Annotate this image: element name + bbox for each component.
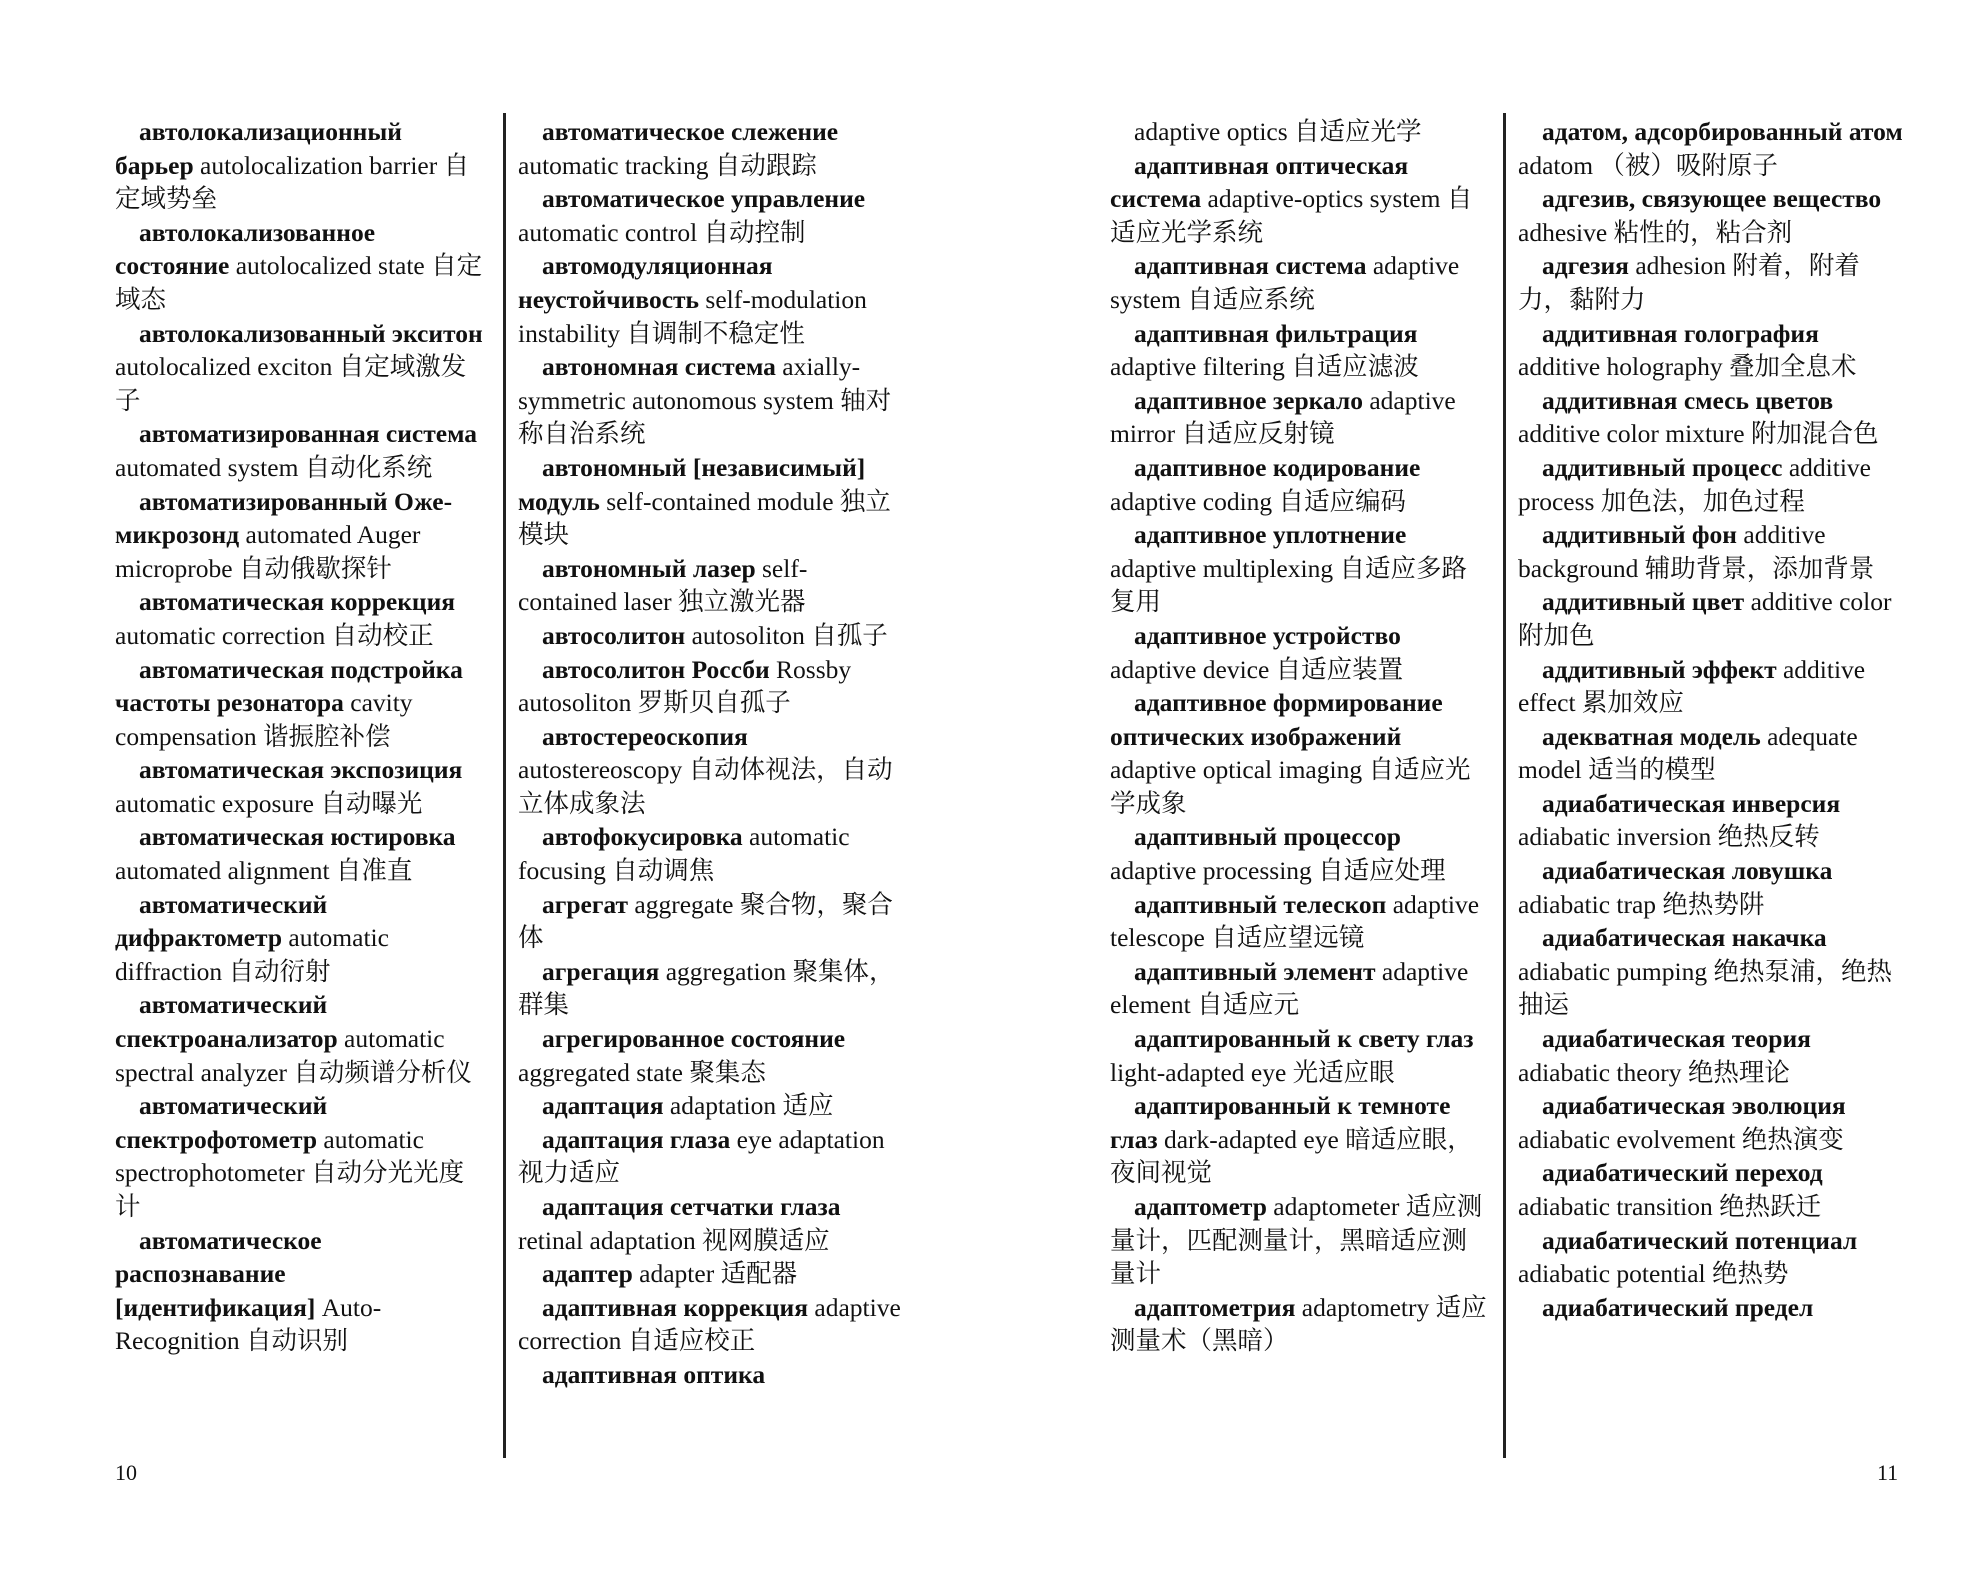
dictionary-entry [518, 653, 903, 720]
dictionary-entry [518, 451, 903, 552]
dictionary-entry [1110, 1291, 1490, 1358]
entry-translation: automatic focusing 自动调焦 [518, 822, 850, 886]
dictionary-entry [1110, 820, 1490, 887]
entry-translation: adaptive-optics system 自适应光学系统 [1110, 184, 1473, 247]
entry-term: автоматический спектрофотометр [115, 1091, 328, 1154]
entry-term: аддитивный фон [1542, 520, 1737, 550]
entry-term: аддитивный эффект [1542, 654, 1777, 684]
entry-translation: self-contained laser 独立激光器 [518, 553, 808, 617]
entry-translation: adhesion 附着，附着力，黏附力 [1518, 251, 1860, 314]
dictionary-entry [115, 1089, 485, 1223]
entry-translation: additive holography 叠加全息术 [1518, 352, 1857, 382]
dictionary-entry [1518, 451, 1903, 518]
dictionary-entry [1518, 921, 1903, 1022]
entry-translation: Rossby autosoliton 罗斯贝自孤子 [518, 654, 852, 718]
dictionary-entry [115, 753, 485, 820]
entry-translation: retinal adaptation 视网膜适应 [518, 1225, 830, 1255]
dictionary-entry [518, 619, 903, 653]
column-3 [1110, 115, 1490, 1358]
entry-term: адатом, адсорбированный атом [1542, 117, 1903, 146]
entry-term: автолокализованное состояние [115, 217, 376, 281]
entry-translation: Auto-Recognition 自动识别 [115, 1292, 382, 1356]
entry-translation: adequate model 适当的模型 [1518, 721, 1858, 785]
entry-term: адаптация сетчатки глаза [542, 1192, 841, 1221]
entry-term: автоматизированная система [139, 419, 478, 449]
entry-term: агрегированное состояние [542, 1024, 846, 1054]
entry-term: автосолитон Россби [542, 654, 770, 684]
dictionary-entry [115, 485, 485, 586]
page-number-right: 11 [1877, 1460, 1899, 1485]
dictionary-entry [1518, 854, 1903, 921]
entry-term: адаптивное устройство [1134, 620, 1401, 650]
entry-term: адаптивная система [1134, 251, 1367, 281]
entry-term: адаптивный телескоп [1134, 889, 1387, 919]
dictionary-entry [1518, 720, 1903, 787]
entry-term: автосолитон [542, 620, 686, 650]
entry-term: адаптивный процессор [1134, 822, 1401, 852]
entry-term: аддитивный цвет [1542, 587, 1745, 617]
dictionary-entry [115, 317, 485, 418]
entry-translation: autolocalization barrier 自定域势垒 [115, 150, 470, 214]
dictionary-entry [1518, 1224, 1903, 1291]
entry-term: адиабатическая ловушка [1542, 856, 1833, 886]
entry-term: адаптометрия [1134, 1292, 1296, 1322]
dictionary-entry [518, 1022, 903, 1089]
entry-term: адаптированный к темноте глаз [1110, 1091, 1451, 1154]
entry-term: адаптивное кодирование [1134, 452, 1421, 482]
dictionary-entry [1110, 518, 1490, 619]
dictionary-entry [1518, 115, 1903, 182]
entry-term: адекватная модель [1542, 721, 1761, 751]
entry-translation: adaptometry 适应测量术（黑暗） [1110, 1292, 1487, 1356]
entry-translation: eye adaptation 视力适应 [518, 1124, 885, 1188]
entry-term: аддитивный процесс [1542, 452, 1783, 482]
entry-translation: adaptive processing 自适应处理 [1110, 856, 1446, 886]
dictionary-entry [518, 182, 903, 249]
entry-translation: adaptive device 自适应装置 [1110, 654, 1404, 684]
entry-term: адаптометр [1134, 1192, 1267, 1221]
entry-term: адаптивный элемент [1134, 956, 1376, 986]
entry-term: автоматический спектроанализатор [115, 990, 338, 1054]
entry-translation: autostereoscopy 自动体视法，自动立体成象法 [518, 755, 893, 818]
entry-term: автомодуляционная неустойчивость [518, 251, 773, 314]
entry-translation: adiabatic evolvement 绝热演变 [1518, 1124, 1844, 1154]
entry-term: аддитивная голография [1542, 318, 1819, 348]
entry-term: автономный лазер [542, 553, 756, 583]
entry-term: адгезив, связующее вещество [1542, 184, 1882, 214]
dictionary-entry [518, 1190, 903, 1257]
entry-term: адиабатическая инверсия [1542, 788, 1841, 818]
entry-translation: self-modulation instability 自调制不稳定性 [518, 284, 867, 348]
entry-translation: adiabatic inversion 绝热反转 [1518, 822, 1820, 852]
dictionary-entry [1518, 317, 1903, 384]
dictionary-entry [1110, 249, 1490, 316]
entry-translation: adaptation 适应 [663, 1091, 834, 1121]
entry-translation: adaptometer 适应测量计，匹配测量计，黑暗适应测量计 [1110, 1192, 1483, 1289]
entry-term: адиабатическая эволюция [1542, 1091, 1846, 1121]
entry-term: агрегация [542, 956, 660, 986]
dictionary-entry [1518, 182, 1903, 249]
dictionary-entry [518, 955, 903, 1022]
entry-translation: adaptive filtering 自适应滤波 [1110, 352, 1419, 382]
entry-term: адиабатическая теория [1542, 1024, 1811, 1054]
dictionary-entry [518, 820, 903, 887]
entry-translation: adiabatic theory 绝热理论 [1518, 1057, 1790, 1087]
dictionary-entry [115, 888, 485, 989]
entry-translation: adaptive element 自适应元 [1110, 956, 1469, 1020]
dictionary-entry [115, 115, 485, 216]
entry-term: аддитивная смесь цветов [1542, 385, 1834, 415]
entry-term: автоматическая подстройка частоты резонатора [115, 654, 463, 718]
entry-term: адаптивное зеркало [1134, 385, 1363, 415]
dictionary-entry [115, 988, 485, 1089]
entry-term: адаптивная оптическая система [1110, 150, 1409, 214]
entry-translation: automated system 自动化系统 [115, 452, 433, 482]
entry-translation: light-adapted eye 光适应眼 [1110, 1057, 1395, 1087]
entry-term: автолокализационный барьер [115, 117, 402, 180]
entry-translation: automatic control 自动控制 [518, 217, 806, 247]
entry-translation: cavity compensation 谐振腔补偿 [115, 688, 413, 751]
entry-term: адаптивное формирование оптических изображений [1110, 688, 1443, 751]
column-divider-left [503, 113, 506, 1458]
dictionary-entry [1110, 619, 1490, 686]
entry-term: адиабатический переход [1542, 1158, 1823, 1188]
entry-translation: automated Auger microprobe 自动俄歇探针 [115, 520, 421, 583]
entry-translation: adiabatic potential 绝热势 [1518, 1259, 1789, 1289]
dictionary-entry [518, 552, 903, 619]
dictionary-entry [1110, 1190, 1490, 1291]
dictionary-entry [518, 1089, 903, 1123]
dictionary-entry [115, 1224, 485, 1358]
dictionary-entry [518, 249, 903, 350]
entry-translation: self-contained module 独立模块 [518, 486, 891, 550]
dictionary-entry [1518, 653, 1903, 720]
dictionary-entry [518, 888, 903, 955]
entry-translation: adiabatic transition 绝热跃迁 [1518, 1192, 1822, 1221]
entry-term: автостереоскопия [542, 721, 748, 751]
entry-term: адгезия [1542, 251, 1629, 281]
entry-term: автофокусировка [542, 822, 743, 852]
entry-translation: additive color 附加色 [1518, 587, 1892, 650]
dictionary-entry [518, 1257, 903, 1291]
entry-term: автоматическая коррекция [139, 587, 456, 617]
entry-term: автоматическое управление [542, 184, 866, 214]
entry-translation: automatic correction 自动校正 [115, 620, 434, 650]
entry-translation: autolocalized state 自定域态 [115, 251, 483, 314]
entry-term: автономная система [542, 352, 776, 382]
entry-term: автоматический дифрактометр [115, 889, 328, 953]
dictionary-entry [1518, 384, 1903, 451]
entry-term: автономный [независимый] модуль [518, 452, 866, 516]
column-divider-right [1503, 113, 1506, 1458]
column-1 [115, 115, 485, 1358]
entry-term: адаптивная фильтрация [1134, 318, 1418, 348]
dictionary-entry [115, 653, 485, 754]
dictionary-entry [115, 820, 485, 887]
dictionary-entry [518, 720, 903, 821]
entry-term: автоматическая юстировка [139, 822, 456, 852]
dictionary-entry [1110, 451, 1490, 518]
entry-term: адаптация [542, 1091, 664, 1121]
dictionary-entry [1110, 317, 1490, 384]
entry-term: адиабатический потенциал [1542, 1225, 1858, 1255]
entry-term: адаптивное уплотнение [1134, 520, 1407, 550]
dictionary-entry [518, 115, 903, 182]
entry-term: автоматическое распознавание [идентификация] [115, 1225, 322, 1322]
entry-translation: automatic spectral analyzer 自动频谱分析仪 [115, 1024, 472, 1087]
dictionary-entry [115, 216, 485, 317]
dictionary-entry [518, 1358, 903, 1392]
dictionary-entry [1110, 1022, 1490, 1089]
entry-term: автоматическая экспозиция [139, 755, 463, 785]
entry-translation: additive effect 累加效应 [1518, 654, 1866, 718]
dictionary-entry [518, 350, 903, 451]
entry-translation: adaptive system 自适应系统 [1110, 251, 1460, 314]
dictionary-entry [1110, 149, 1490, 250]
entry-translation: adaptive optical imaging 自适应光学成象 [1110, 755, 1471, 818]
entry-translation: adaptive coding 自适应编码 [1110, 486, 1407, 516]
dictionary-entry [1110, 888, 1490, 955]
dictionary-entry [115, 585, 485, 652]
entry-translation: additive process 加色法，加色过程 [1518, 452, 1871, 516]
entry-term: адаптированный к свету глаз [1134, 1024, 1474, 1054]
entry-translation: automatic exposure 自动曝光 [115, 788, 423, 818]
dictionary-entry [1110, 384, 1490, 451]
dictionary-entry [1110, 1089, 1490, 1190]
dictionary-entry [1110, 955, 1490, 1022]
entry-translation: axially-symmetric autonomous system 轴对称自治系统 [518, 352, 892, 449]
dictionary-entry [1518, 518, 1903, 585]
entry-translation: adaptive correction 自适应校正 [518, 1292, 901, 1356]
entry-translation: adaptive optics 自适应光学 [1134, 117, 1422, 146]
entry-translation: automatic spectrophotometer 自动分光光度计 [115, 1124, 465, 1221]
entry-translation: adaptive telescope 自适应望远镜 [1110, 889, 1480, 953]
dictionary-entry [1518, 787, 1903, 854]
entry-term: агрегат [542, 889, 629, 919]
entry-translation: autosoliton 自孤子 [685, 620, 888, 650]
entry-term: автолокализованный экситон [139, 318, 483, 348]
entry-translation: dark-adapted eye 暗适应眼，夜间视觉 [1110, 1124, 1473, 1188]
entry-term: автоматическое слежение [542, 117, 839, 146]
dictionary-entry [1110, 115, 1490, 149]
dictionary-entry [518, 1123, 903, 1190]
entry-translation: automatic diffraction 自动衍射 [115, 923, 389, 986]
entry-translation: adiabatic pumping 绝热泵浦，绝热抽运 [1518, 956, 1892, 1020]
entry-translation: automated alignment 自准直 [115, 856, 413, 886]
entry-translation: adapter 适配器 [632, 1259, 798, 1289]
dictionary-entry [1518, 1022, 1903, 1089]
dictionary-entry [1110, 686, 1490, 820]
entry-term: адиабатический предел [1542, 1292, 1814, 1322]
entry-translation: adhesive 粘性的，粘合剂 [1518, 217, 1793, 247]
entry-translation: aggregate 聚合物，聚合体 [518, 889, 893, 953]
entry-term: адиабатическая накачка [1542, 923, 1827, 953]
entry-translation: aggregated state 聚集态 [518, 1057, 766, 1087]
entry-term: адаптивная коррекция [542, 1292, 809, 1322]
entry-translation: aggregation 聚集体，群集 [518, 956, 895, 1020]
dictionary-entry [1518, 249, 1903, 316]
entry-translation: adaptive mirror 自适应反射镜 [1110, 385, 1456, 449]
entry-translation: adatom （被）吸附原子 [1518, 150, 1778, 180]
entry-translation: autolocalized exciton 自定域激发子 [115, 352, 467, 415]
column-4 [1518, 115, 1903, 1324]
entry-term: автоматизированный Оже-микрозонд [115, 486, 453, 550]
dictionary-entry [115, 417, 485, 484]
dictionary-entry [1518, 1291, 1903, 1325]
entry-term: адаптация глаза [542, 1124, 731, 1154]
column-2 [518, 115, 903, 1392]
dictionary-entry [518, 1291, 903, 1358]
dictionary-entry [1518, 1089, 1903, 1156]
entry-translation: automatic tracking 自动跟踪 [518, 150, 817, 180]
entry-term: адаптер [542, 1259, 633, 1289]
entry-translation: additive background 辅助背景，添加背景 [1518, 520, 1875, 583]
entry-translation: adiabatic trap 绝热势阱 [1518, 889, 1765, 919]
entry-translation: adaptive multiplexing 自适应多路复用 [1110, 553, 1467, 617]
dictionary-entry [1518, 1156, 1903, 1223]
dictionary-entry [1518, 585, 1903, 652]
entry-translation: additive color mixture 附加混合色 [1518, 419, 1879, 449]
page-number-left: 10 [115, 1460, 137, 1485]
entry-term: адаптивная оптика [542, 1359, 766, 1389]
